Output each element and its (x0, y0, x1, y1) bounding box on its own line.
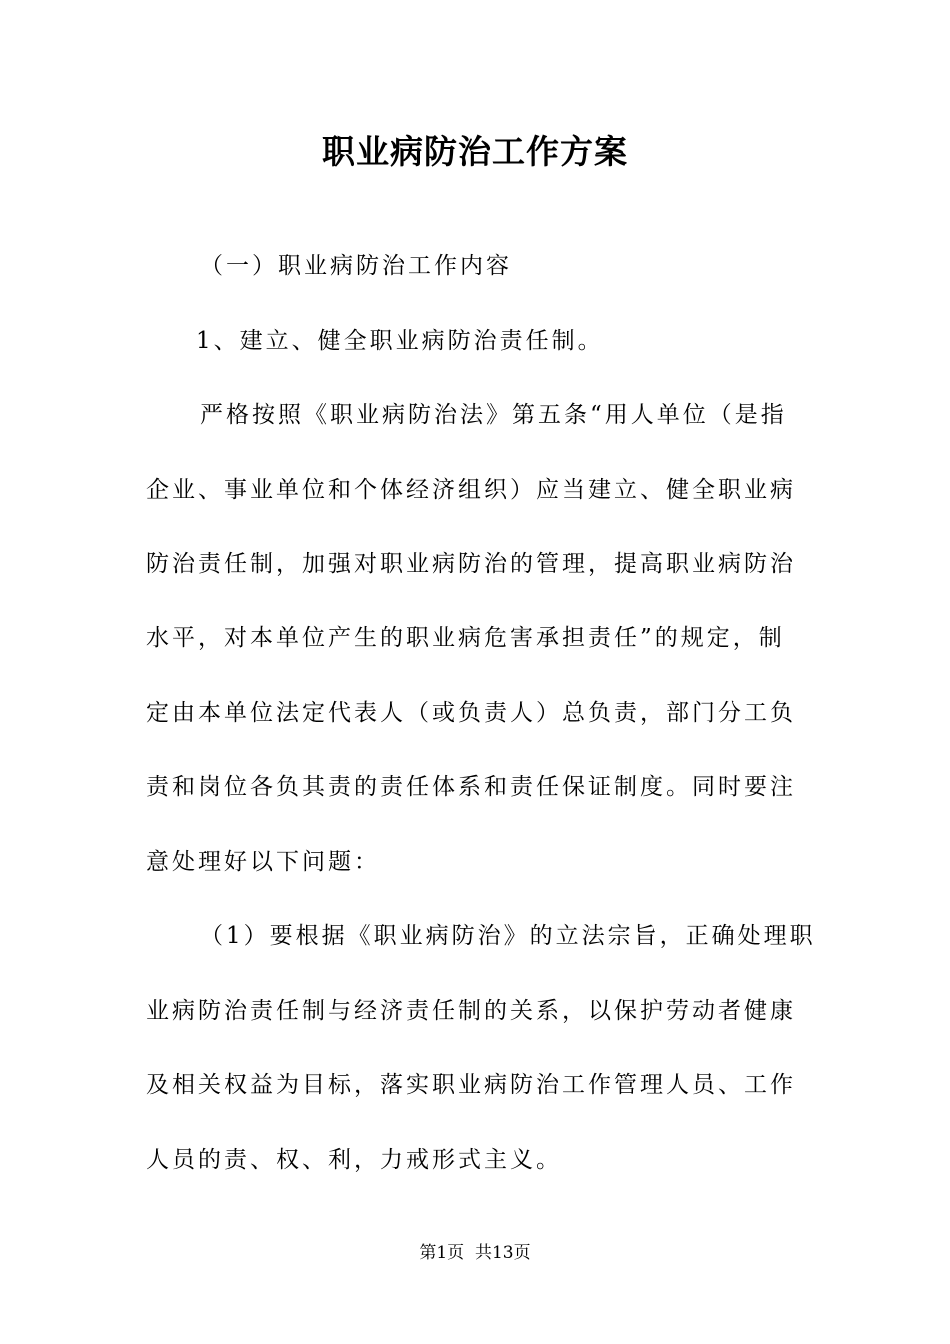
paragraph-line: 定由本单位法定代表人（或负责人）总负责，部门分工负 (146, 700, 796, 726)
paragraph-line: 防治责任制，加强对职业病防治的管理，提高职业病防治 (146, 551, 796, 577)
paragraph-line: 意处理好以下问题： (146, 849, 380, 875)
paragraph-line: 及相关权益为目标，落实职业病防治工作管理人员、工作 (146, 1072, 796, 1098)
paragraph-line: 水平，对本单位产生的职业病危害承担责任”的规定，制 (146, 625, 785, 651)
paragraph-line: 严格按照《职业病防治法》第五条“用人单位（是指 (200, 402, 787, 428)
paragraph-line: （1）要根据《职业病防治》的立法宗旨，正确处理职 (200, 923, 816, 949)
paragraph-line: 业病防治责任制与经济责任制的关系，以保护劳动者健康 (146, 998, 796, 1024)
page-number-footer: 第1页 共13页 (419, 1243, 531, 1263)
document-title: 职业病防治工作方案 (322, 132, 628, 171)
subsection-heading: 1、建立、健全职业病防治责任制。 (196, 328, 604, 354)
paragraph-line: 企业、事业单位和个体经济组织）应当建立、健全职业病 (146, 477, 796, 503)
paragraph-line: 责和岗位各负其责的责任体系和责任保证制度。同时要注 (146, 774, 796, 800)
section-heading: （一）职业病防治工作内容 (200, 253, 512, 279)
paragraph-line: 人员的责、权、利，力戒形式主义。 (146, 1147, 562, 1173)
